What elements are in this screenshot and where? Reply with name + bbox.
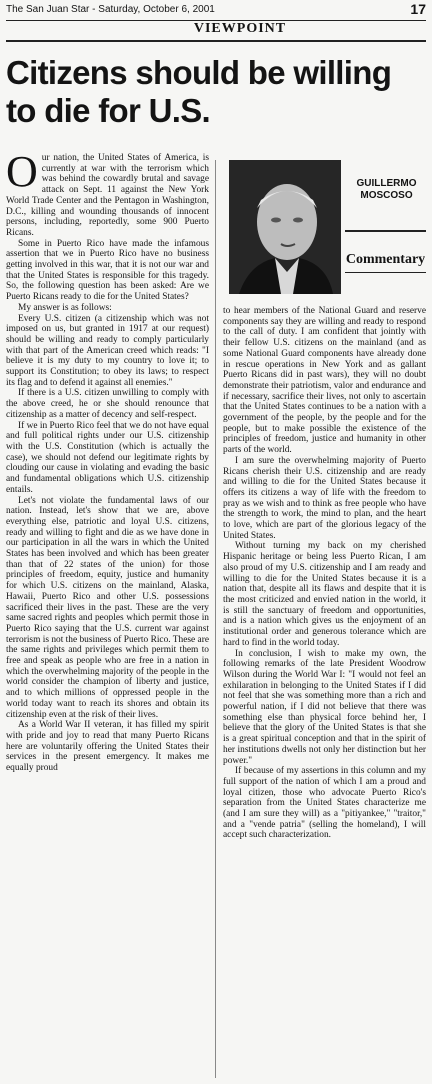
paragraph: I am sure the overwhelming majority of Puerto Ricans cherish their U.S. citizenship and are ready and willing to die for the United States because it offers its citizens a way of life with the freedom to pray as we wish and to think as free people who have the strength to work, the mind to plan, and the heart to love, which are part of the glorious legacy of the United States. bbox=[223, 455, 426, 541]
paragraph: If we in Puerto Rico feel that we do not have equal and full political rights under our U.S. citizenship with the U.S. Constitution (which is actually the case), we should not defend our legitimate rights by clouding our cause in violating and evading the basic and fundamental obligations which U.S. citizenship entails. bbox=[6, 420, 209, 495]
article-column-2 bbox=[223, 306, 426, 1078]
paragraph: In conclusion, I wish to make my own, the following remarks of the late President Woodrow Wilson during the World War I: "I would not feel an exhilaration in belonging to the United States if I did not feel that she was something more than a rich and powerful nation, if I did not believe that there was something else than physical force behind her, I believe that the glory of the United States is that she is a great spiritual conception and that in the spirit of her institutions dwells not only her distinction but her power." bbox=[223, 648, 426, 766]
page-number: 17 bbox=[410, 1, 426, 17]
masthead bbox=[6, 2, 426, 21]
column-label: Commentary bbox=[345, 252, 426, 267]
author-photo bbox=[229, 160, 341, 294]
article-column-1 bbox=[6, 153, 209, 1078]
lead-text: ur nation, the United States of America, is currently at war with the terrorism which was behind the cowardly brutal and savage attack on Sept. 11 against the New York World Trade Center and the Pentagon in Washington, D.C., killing and wounding thousands of innocent persons, including, reportedly, some 900 Puerto Ricans. bbox=[6, 153, 209, 238]
paragraph: to hear members of the National Guard and reserve components say they are willing and ready to respond to the call of duty. I am confident that jointly with their fellow U.S. citizens on the mainland (and as some National Guard components have already done in rescue operations in New York and as gallant Puerto Ricans did in past wars), they will no doubt demonstrate their patriotism, valor and endurance and if necessary, sacrifice their lives, not only to ascertain that the United States continues to be a nation with a government of the people, by the people and for the people, but to make possible the existence of the principles of freedom, justice and humanity in other parts of the world. bbox=[223, 306, 426, 456]
headline: Citizens should be willing to die for U.S. bbox=[6, 54, 392, 129]
lead-paragraph bbox=[6, 153, 209, 239]
label-underline bbox=[345, 272, 426, 273]
author-first-name: GUILLERMO bbox=[356, 178, 417, 189]
paragraph: Every U.S. citizen (a citizenship which was not imposed on us, but granted in 1917 at our request) should be willing and ready to comply particularly with that part of the American creed which reads: "I believe it is my duty to my country to love it; to support its Constitution; to obey its laws; to respect its flag and to defend it against all enemies." bbox=[6, 313, 209, 388]
paragraph: Without turning my back on my cherished Hispanic heritage or being less Puerto Rican, I am also proud of my U.S. citizenship and I am ready and willing to die for the United States because it is a nation that, despite all its flaws and despite that it is the most criticized and envied nation in the world, it is still the sanctuary of freedom and opportunities, and is a nation which gives us the enjoyment of an institutional order and generous tolerance which are hard to find in the world today. bbox=[223, 541, 426, 648]
section-rule bbox=[6, 40, 426, 42]
paragraph: Some in Puerto Rico have made the infamous assertion that we in Puerto Rico have no business getting involved in this war, that it is not our war and that the United States is responsible for this tragedy. So, the following question has been asked: Are we Puerto Ricans ready to die for the United States? bbox=[6, 238, 209, 303]
paragraph: My answer is as follows: bbox=[18, 302, 112, 313]
paragraph: Let's not violate the fundamental laws of our nation. Instead, let's show that we are, above everything else, patriotic and loyal U.S. citizens, ready and willing to fight and die as we have done in our participation in all the wars in which the United States has been involved and which has been greater than that of 22 states of the union) for those principles of freedom, equity, justice and humanity for which U.S. citizens on the mainland, Alaska, Hawaii, Puerto Rico and other U.S. possessions sacrificed their lives in the past. These are the very same sacred rights and peoples which permit those in Puerto Rico saying that the U.S. current war against terrorism is not the business of Puerto Rico. These are the same rights and privileges which permit them to free and speak as people who are free in a nation in which the overwhelming majority of the people in the world consider the champion of liberty and justice, and to which millions of oppressed people in the world today want to reach its shores and obtain its citizenship even at the risk of their lives. bbox=[6, 495, 209, 720]
section-title: VIEWPOINT bbox=[193, 21, 287, 36]
newspaper-dateline: The San Juan Star - Saturday, October 6, 2001 bbox=[6, 4, 215, 15]
paragraph: If because of my assertions in this column and my full support of the nation of which I am a proud and loyal citizen, those who advocate Puerto Rico's separation from the United States characterize me (and I am sure they will) as a "pitiyankee," "traitor," and a "vende patria" (selling the homeland), I will accept such characterization. bbox=[223, 766, 426, 841]
label-rule bbox=[345, 230, 426, 232]
paragraph: As a World War II veteran, it has filled my spirit with pride and joy to read that many Puerto Ricans here are voluntarily offering the United States their services in the present emergency. It makes me equally proud bbox=[6, 720, 209, 774]
paragraph: If there is a U.S. citizen unwilling to comply with the above creed, he or she should renounce that citizenship as a matter of decency and self-respect. bbox=[6, 388, 209, 420]
drop-cap: O bbox=[6, 153, 38, 196]
author-last-name: MOSCOSO bbox=[360, 190, 413, 201]
author-name bbox=[347, 178, 426, 202]
column-divider bbox=[215, 160, 216, 1078]
